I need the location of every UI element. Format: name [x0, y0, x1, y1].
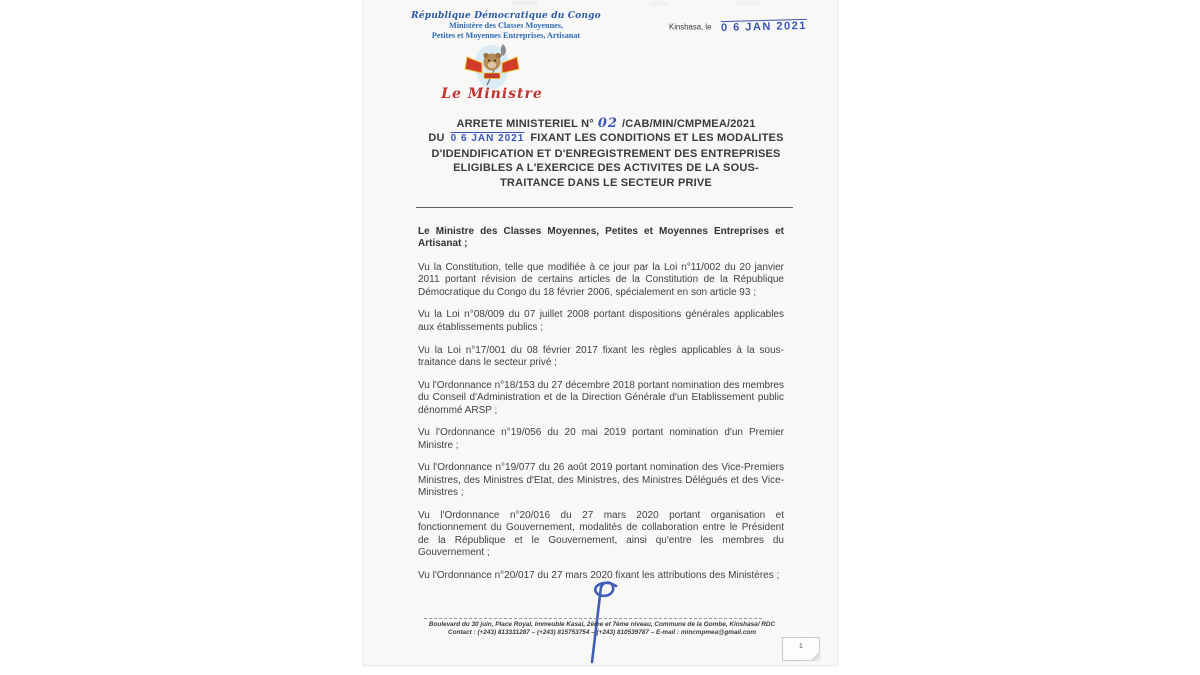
footer-contact-line: Contact : (+243) 813331287 – (+243) 815753754 – (+243) 810539787 – E-mail : mincmpmea@gmail.com: [447, 629, 756, 637]
title-line-4: ELIGIBLES A L'EXERCICE DES ACTIVITES DE LA SOUS-: [453, 162, 759, 175]
vu-clause: Vu l'Ordonnance n°19/056 du 20 mai 2019 portant nomination d'un Premier Ministre ;: [418, 427, 784, 451]
title-line-2: [416, 131, 796, 146]
title-line-5: TRAITANCE DANS LE SECTEUR PRIVE: [500, 176, 712, 189]
handwritten-decree-number: 02: [597, 116, 618, 131]
date-stamp-inline: 0 6 JAN 2021: [450, 133, 525, 145]
vu-clause: Vu l'Ordonnance n°20/017 du 27 mars 2020 fixant les attributions des Ministères ;: [418, 569, 780, 581]
vu-clause: Vu l'Ordonnance n°20/016 du 27 mars 2020 portant organisation et fonctionnement du Gouvernement, modalités de collaboration entre le Président de la République et le Gouvernement, ainsi qu'entre les membres du Gouvernement ;: [418, 509, 784, 559]
vu-clause: Vu la Constitution, telle que modifiée à ce jour par la Loi n°11/002 du 20 janvier 2011 portant révision de certains articles de la Constitution de la République Démocratique du Congo du 18 février 2006, spécialement en son article 93 ;: [418, 261, 784, 298]
folded-corner: [810, 651, 820, 661]
title-line1-pre: ARRETE MINISTERIEL N°: [456, 118, 594, 130]
page-number: 1: [798, 642, 803, 651]
minister-script-label: Le Ministre: [441, 86, 543, 102]
vu-clause: Vu l'Ordonnance n°18/153 du 27 décembre 2018 portant nomination des membres du Conseil d'Administration et de la Direction Générale d'un Etablissement public dénommé ARSP ;: [418, 379, 784, 416]
vu-clause: Vu la Loi n°08/009 du 07 juillet 2008 portant dispositions générales applicables aux établissements publics ;: [418, 309, 784, 333]
vu-clause: Vu l'Ordonnance n°19/077 du 26 août 2019 portant nomination des Vice-Premiers Ministres, des Ministres d'Etat, des Ministres, des Ministres Délégués et des Vice-Ministres ;: [418, 462, 784, 499]
title-separator-rule: [416, 207, 793, 208]
title-line-3: D'IDENDIFICATION ET D'ENREGISTREMENT DES ENTREPRISES: [431, 147, 781, 160]
footer-address-line: Boulevard du 30 juin, Place Royal, Immeuble Kasai, 2ème et 7ème niveau, Commune de la Gombe, Kinshasa/ RDC: [428, 621, 776, 628]
scan-artifact: [649, 2, 667, 5]
dateline-place: Kinshasa, le: [669, 22, 712, 32]
letterhead-country: République Démocratique du Congo: [411, 11, 601, 21]
letterhead-ministry-line1: Ministère des Classes Moyennes,: [448, 21, 563, 30]
letterhead-ministry-line2: Petites et Moyennes Entreprises, Artisanat: [431, 31, 581, 40]
decree-preamble: [418, 226, 784, 592]
scan-artifact: [736, 2, 760, 5]
scan-artifact: [512, 1, 538, 5]
drc-coat-of-arms-icon: [461, 42, 523, 92]
decree-title: [416, 117, 796, 190]
title-line-1: [416, 117, 796, 131]
page-number-tab: [782, 637, 820, 661]
title-line2-pre: DU: [428, 132, 445, 145]
vu-clause: Vu la Loi n°17/001 du 08 février 2017 fixant les règles applicables à la sous-traitance dans le secteur privé ;: [418, 344, 784, 368]
title-line1-post: /CAB/MIN/CMPMEA/2021: [621, 118, 756, 130]
dateline: [669, 18, 807, 36]
preamble-intro: Le Ministre des Classes Moyennes, Petites et Moyennes Entreprises et Artisanat ;: [418, 226, 784, 250]
footer-separator-rule: [424, 618, 762, 619]
footer: [402, 621, 802, 638]
date-received-stamp: 0 6 JAN 2021: [720, 19, 807, 34]
title-line2-post: FIXANT LES CONDITIONS ET LES MODALITES: [530, 132, 784, 145]
scanned-decree-page: [363, 0, 838, 666]
letterhead: [406, 11, 606, 41]
